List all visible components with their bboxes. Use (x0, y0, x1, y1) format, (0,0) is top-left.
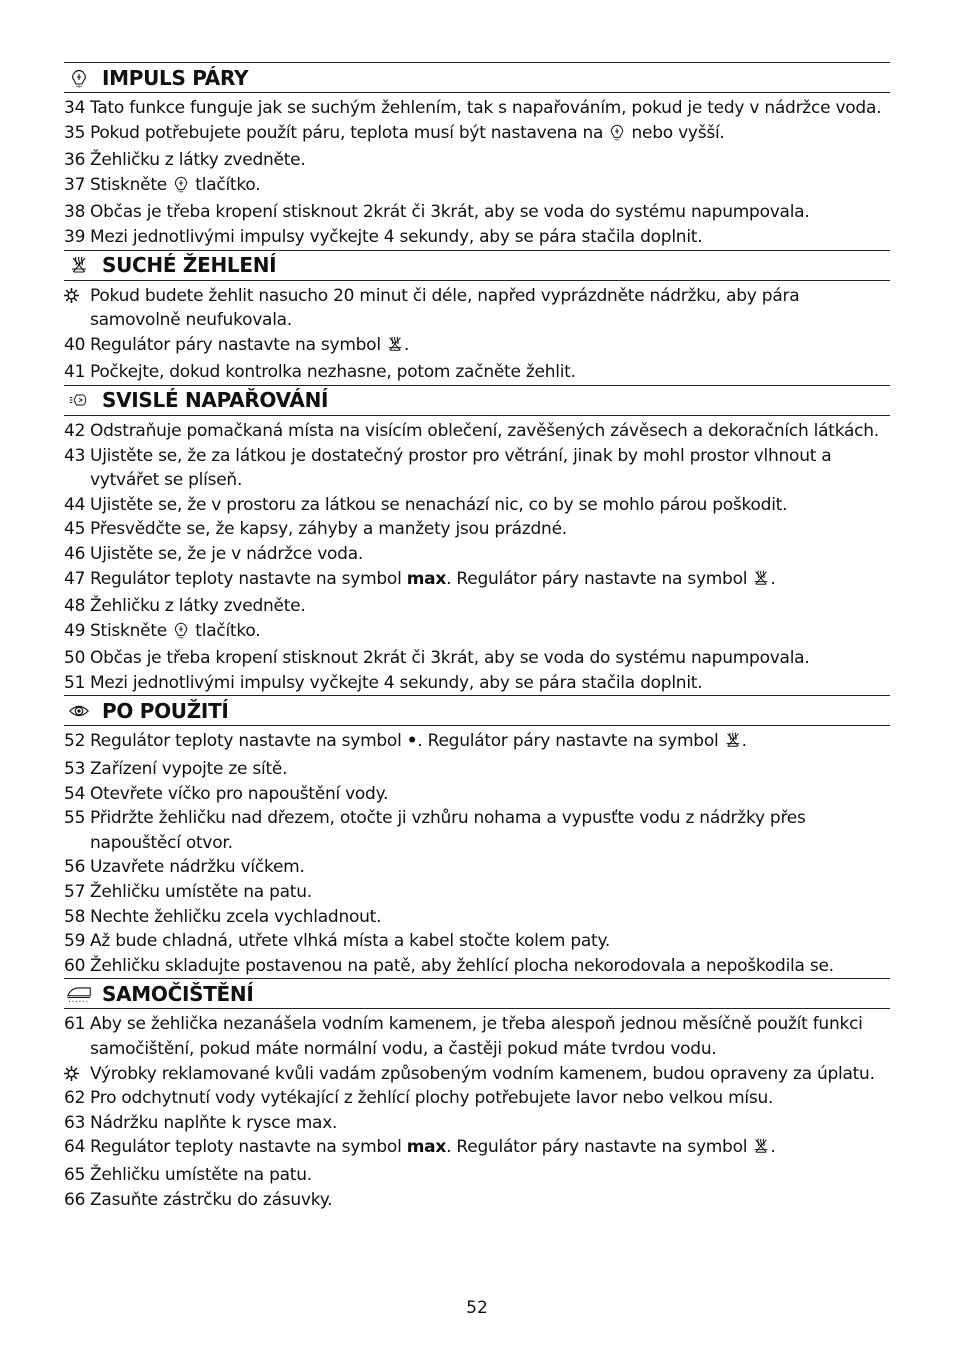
text-run: Odstraňuje pomačkaná místa na visícím oblečení, zavěšených závěsech a dekoračních látkách. (90, 420, 879, 441)
text-run: Regulátor teploty nastavte na symbol (90, 1137, 407, 1158)
dot-symbol: • (406, 731, 418, 752)
steam-burst-icon (608, 123, 626, 149)
text-run: Nechte žehličku zcela vychladnout. (90, 906, 382, 927)
sun-note-icon (64, 284, 90, 333)
list-item (64, 517, 890, 542)
section-header (64, 978, 890, 1009)
note-item (64, 1062, 890, 1087)
item-text (90, 517, 890, 542)
list-item (64, 1012, 890, 1061)
eye-icon (64, 700, 94, 722)
list-item (64, 646, 890, 671)
list-item (64, 1188, 890, 1213)
list-item (64, 225, 890, 250)
text-run: Přesvědčte se, že kapsy, záhyby a manžety jsou prázdné. (90, 519, 567, 540)
item-text (90, 1135, 890, 1163)
note-item (64, 284, 890, 333)
list-item (64, 806, 890, 855)
text-run: Přidržte žehličku nad dřezem, otočte ji vzhůru nohama a vypusťte vodu z nádržky přes napouštěcí otvor. (90, 808, 806, 853)
list-item (64, 954, 890, 979)
item-number: 47 (64, 568, 86, 589)
list-item (64, 880, 890, 905)
self-clean-icon (64, 983, 94, 1005)
list-item (64, 173, 890, 201)
text-run: Stiskněte (90, 174, 173, 195)
text-run: . Regulátor páry nastavte na symbol (446, 568, 753, 589)
item-number: 35 (64, 122, 86, 143)
item-number: 51 (64, 672, 86, 693)
item-text (90, 1086, 890, 1111)
section-title: IMPULS PÁRY (102, 65, 249, 90)
list-item (64, 671, 890, 696)
text-run: Žehličku z látky zvedněte. (90, 150, 306, 171)
text-run: Regulátor páry nastavte na symbol (90, 334, 386, 355)
text-run: Občas je třeba kropení stisknout 2krát či 3krát, aby se voda do systému napumpovala. (90, 648, 810, 669)
text-run: Pro odchytnutí vody vytékající z žehlící plochy potřebujete lavor nebo velkou mísu. (90, 1088, 774, 1109)
steam-burst-icon (172, 621, 190, 647)
text-run: . Regulátor páry nastavte na symbol (417, 731, 724, 752)
item-number: 59 (64, 931, 86, 952)
item-text (90, 619, 890, 647)
no-steam-icon (752, 569, 770, 595)
section-header (64, 250, 890, 281)
list-item (64, 148, 890, 173)
list-item (64, 1135, 890, 1163)
list-item (64, 542, 890, 567)
item-number: 55 (64, 808, 86, 829)
list-item (64, 619, 890, 647)
list-item (64, 493, 890, 518)
item-text (90, 954, 890, 979)
item-number: 34 (64, 98, 86, 118)
text-run: Ujistěte se, že v prostoru za látkou se nenachází nic, co by se mohlo párou poškodit. (90, 494, 788, 515)
item-number: 63 (64, 1112, 86, 1133)
text-run: . (741, 731, 747, 752)
list-item (64, 1163, 890, 1188)
text-run: Nádržku naplňte k rysce max. (90, 1112, 338, 1133)
section-header (64, 62, 890, 93)
text-run: Regulátor teploty nastavte na symbol (90, 568, 407, 589)
text-run: Tato funkce funguje jak se suchým žehlením, tak s napařováním, pokud je tedy v nádržce voda. (90, 98, 882, 118)
manual-page (64, 62, 890, 1212)
vertical-steam-icon (64, 389, 94, 411)
item-number: 43 (64, 445, 86, 466)
no-steam-icon (752, 1137, 770, 1163)
list-item (64, 855, 890, 880)
item-text (90, 96, 890, 121)
text-run: Žehličku umístěte na patu. (90, 1164, 312, 1185)
list-item (64, 444, 890, 493)
item-number: 44 (64, 494, 86, 515)
item-text (90, 646, 890, 671)
item-text (90, 200, 890, 225)
text-run: Žehličku z látky zvedněte. (90, 596, 306, 617)
text-run: Ujistěte se, že je v nádržce voda. (90, 543, 364, 564)
list-item (64, 419, 890, 444)
item-number: 40 (64, 334, 86, 355)
item-text (90, 1188, 890, 1213)
item-text (90, 929, 890, 954)
steam-burst-icon (64, 67, 94, 89)
list-item (64, 567, 890, 595)
text-run: Aby se žehlička nezanášela vodním kamenem, je třeba alespoň jednou měsíčně použít funkci samočištění, pokud máte normální vodu, a častěji pokud máte tvrdou vodu. (90, 1014, 863, 1059)
text-run: Mezi jednotlivými impulsy vyčkejte 4 sekundy, aby se pára stačila doplnit. (90, 672, 703, 693)
item-text (90, 542, 890, 567)
text-run: Ujistěte se, že za látkou je dostatečný prostor pro větrání, jinak by mohl prostor vlhnout a vytvářet se plíseň. (90, 445, 832, 491)
text-run: tlačítko. (190, 174, 261, 195)
text-run: Regulátor teploty nastavte na symbol (90, 731, 407, 752)
item-number: 65 (64, 1164, 86, 1185)
list-item (64, 929, 890, 954)
text-run: Počkejte, dokud kontrolka nezhasne, potom začněte žehlit. (90, 362, 576, 383)
item-number: 49 (64, 620, 86, 641)
list-item (64, 905, 890, 930)
item-number: 38 (64, 202, 86, 223)
steam-burst-icon (172, 175, 190, 201)
list-item (64, 1111, 890, 1136)
item-number: 48 (64, 596, 86, 617)
text-run: Občas je třeba kropení stisknout 2krát či 3krát, aby se voda do systému napumpovala. (90, 202, 810, 223)
item-text (90, 419, 890, 444)
section-title: SAMOČIŠTĚNÍ (102, 981, 254, 1006)
text-run: Zasuňte zástrčku do zásuvky. (90, 1189, 333, 1210)
list-item (64, 757, 890, 782)
item-number: 52 (64, 731, 86, 752)
item-text (90, 444, 890, 493)
no-steam-icon (64, 254, 94, 276)
text-run: Pokud budete žehlit nasucho 20 minut či déle, napřed vyprázdněte nádržku, aby pára samovolně neufukovala. (90, 285, 800, 331)
section-header (64, 385, 890, 416)
item-number: 61 (64, 1014, 86, 1035)
text-run: . (403, 334, 410, 355)
item-text (90, 671, 890, 696)
text-run: Žehličku umístěte na patu. (90, 882, 312, 903)
sun-note-icon (64, 1062, 90, 1087)
bold-text: max (406, 1137, 447, 1158)
item-number: 39 (64, 226, 86, 247)
text-run: Stiskněte (90, 620, 173, 641)
item-number: 66 (64, 1189, 86, 1210)
no-steam-icon (386, 335, 404, 361)
item-text (90, 905, 890, 930)
item-text (90, 880, 890, 905)
item-text (90, 360, 890, 385)
item-number: 50 (64, 648, 86, 669)
section-title: PO POUŽITÍ (102, 698, 229, 723)
item-text (90, 148, 890, 173)
text-run: . (770, 568, 776, 589)
list-item (64, 200, 890, 225)
text-run: nebo vyšší. (626, 122, 725, 143)
item-text (90, 225, 890, 250)
item-text (90, 567, 890, 595)
list-item (64, 121, 890, 149)
bold-text: max (406, 568, 447, 589)
list-item (64, 594, 890, 619)
list-item (64, 729, 890, 757)
text-run: Zařízení vypojte ze sítě. (90, 759, 288, 780)
item-text (90, 173, 890, 201)
item-text (90, 284, 890, 333)
item-text (90, 806, 890, 855)
text-run: Až bude chladná, utřete vlhká místa a kabel stočte kolem paty. (90, 931, 610, 952)
no-steam-icon (724, 731, 742, 757)
text-run: Otevřete víčko pro napouštění vody. (90, 783, 389, 804)
item-text (90, 121, 890, 149)
item-text (90, 1163, 890, 1188)
section-header (64, 695, 890, 726)
list-item (64, 333, 890, 361)
list-item (64, 96, 890, 121)
text-run: . Regulátor páry nastavte na symbol (446, 1137, 753, 1158)
item-number: 41 (64, 362, 86, 383)
text-run: Výrobky reklamované kvůli vadám způsobeným vodním kamenem, budou opraveny za úplatu. (90, 1063, 875, 1084)
text-run: Uzavřete nádržku víčkem. (90, 857, 305, 878)
item-number: 53 (64, 759, 86, 780)
item-text (90, 493, 890, 518)
item-number: 56 (64, 857, 86, 878)
list-item (64, 1086, 890, 1111)
item-number: 54 (64, 783, 86, 804)
item-number: 60 (64, 955, 86, 976)
item-text (90, 333, 890, 361)
section-title: SVISLÉ NAPAŘOVÁNÍ (102, 388, 329, 413)
text-run: Žehličku skladujte postavenou na patě, aby žehlící plocha nekorodovala a nepoškodila se. (90, 955, 834, 976)
item-number: 62 (64, 1088, 86, 1109)
page-number: 52 (466, 1298, 488, 1318)
text-run: tlačítko. (190, 620, 261, 641)
item-number: 64 (64, 1137, 86, 1158)
section-title: SUCHÉ ŽEHLENÍ (102, 253, 277, 278)
item-text (90, 782, 890, 807)
item-number: 37 (64, 174, 86, 195)
item-text (90, 855, 890, 880)
item-text (90, 1111, 890, 1136)
text-run: Mezi jednotlivými impulsy vyčkejte 4 sekundy, aby se pára stačila doplnit. (90, 226, 703, 247)
item-text (90, 1012, 890, 1061)
item-text (90, 729, 890, 757)
item-number: 45 (64, 519, 86, 540)
item-number: 46 (64, 543, 86, 564)
item-text (90, 594, 890, 619)
list-item (64, 782, 890, 807)
item-text (90, 757, 890, 782)
item-number: 36 (64, 150, 86, 171)
item-number: 42 (64, 420, 86, 441)
list-item (64, 360, 890, 385)
item-number: 58 (64, 906, 86, 927)
item-number: 57 (64, 882, 86, 903)
text-run: . (770, 1137, 776, 1158)
text-run: Pokud potřebujete použít páru, teplota musí být nastavena na (90, 122, 609, 143)
item-text (90, 1062, 890, 1087)
